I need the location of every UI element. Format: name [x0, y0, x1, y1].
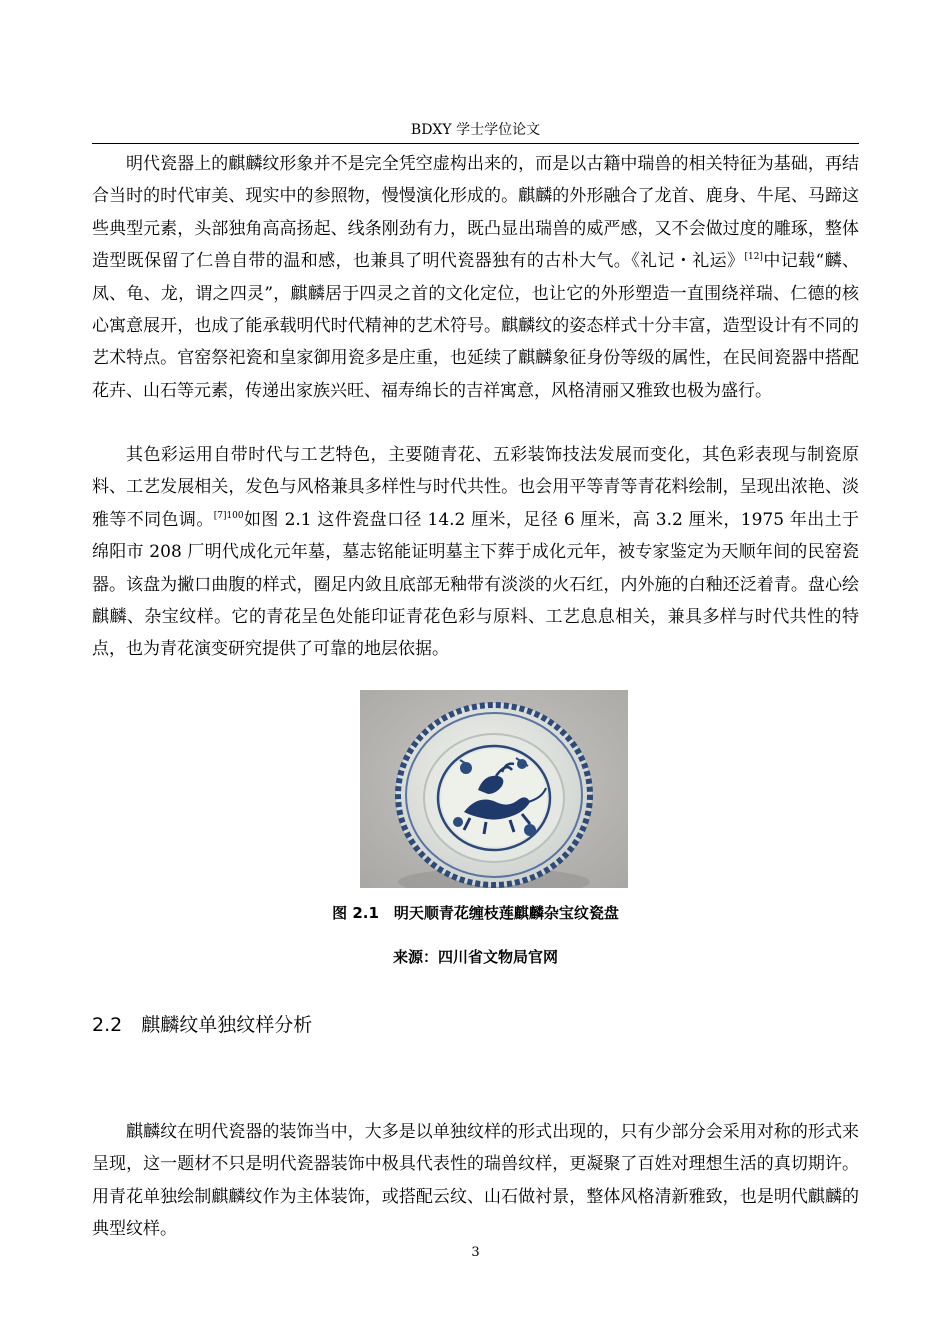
paragraph-text: 中记载“麟、凤、龟、龙，谓之四灵”，麒麟居于四灵之首的文化定位，也让它的外形塑造一直围绕祥瑞、仁德的核心寓意展开，也成了能承载明代时代精神的艺术符号。麒麟纹的姿态样式十分丰富，造型设计有不同的艺术特点。官窑祭祀瓷和皇家御用瓷多是庄重，也延续了麒麟象征身份等级的属性，在民间瓷器中搭配花卉、山石等元素，传递出家族兴旺、福寿绵长的吉祥寓意，风格清丽又雅致也极为盛行。 [92, 251, 859, 401]
page-number: 3 [471, 1245, 480, 1260]
paragraph-qilin-color [92, 439, 859, 666]
porcelain-plate-photo [360, 690, 628, 888]
qilin-plate-image [360, 690, 628, 888]
paragraph-single-pattern: 麒麟纹在明代瓷器的装饰当中，大多是以单独纹样的形式出现的，只有少部分会采用对称的形式来呈现，这一题材不只是明代瓷器装饰中极具代表性的瑞兽纹样，更凝聚了百姓对理想生活的真切期许。用青花单独绘制麒麟纹作为主体装饰，或搭配云纹、山石做衬景，整体风格清新雅致，也是明代麒麟的典型纹样。 [92, 1122, 859, 1240]
header-rule [92, 143, 859, 144]
paragraph-text: 其色彩运用自带时代与工艺特色，主要随青花、五彩装饰技法发展而变化，其色彩表现与制瓷原料、工艺发展相关，发色与风格兼具多样性与时代共性。也会用平等青等青花料绘制，呈现出浓艳、淡雅等不同色调。 [92, 445, 859, 530]
paragraph-text: 如图 2.1 这件瓷盘口径 14.2 厘米，足径 6 厘米，高 3.2 厘米，1975 年出土于绵阳市 208 厂明代成化元年墓，墓志铭能证明墓主下葬于成化元年，被专家鉴定为天顺年间的民窑瓷器。该盘为撇口曲腹的样式，圈足内敛且底部无釉带有淡淡的火石红，内外施的白釉还泛着青。盘心绘麒麟、杂宝纹样。它的青花呈色处能印证青花色彩与原料、工艺息息相关，兼具多样与时代共性的特点，也为青花演变研究提供了可靠的地层依据。 [92, 509, 859, 660]
running-header: BDXY 学士学位论文 [410, 122, 541, 138]
section-heading: 2.2 麒麟纹单独纹样分析 [92, 1014, 313, 1036]
paragraph-text: 明代瓷器上的麒麟纹形象并不是完全凭空虚构出来的，而是以古籍中瑞兽的相关特征为基础，再结合当时的时代审美、现实中的参照物，慢慢演化形成的。麒麟的外形融合了龙首、鹿身、牛尾、马蹄这些典型元素，头部独角高高扬起、线条刚劲有力，既凸显出瑞兽的威严感，又不会做过度的雕琢，整体造型既保留了仁兽自带的温和感，也兼具了明代瓷器独有的古朴大气。《礼记・礼运》 [92, 154, 859, 272]
citation: [12] [744, 252, 763, 263]
figure-caption: 图 2.1 明天顺青花缠枝莲麒麟杂宝纹瓷盘 [332, 904, 619, 922]
citation: [7]100 [213, 510, 244, 521]
figure-source: 来源：四川省文物局官网 [392, 948, 558, 966]
paragraph-qilin-form [92, 148, 859, 407]
